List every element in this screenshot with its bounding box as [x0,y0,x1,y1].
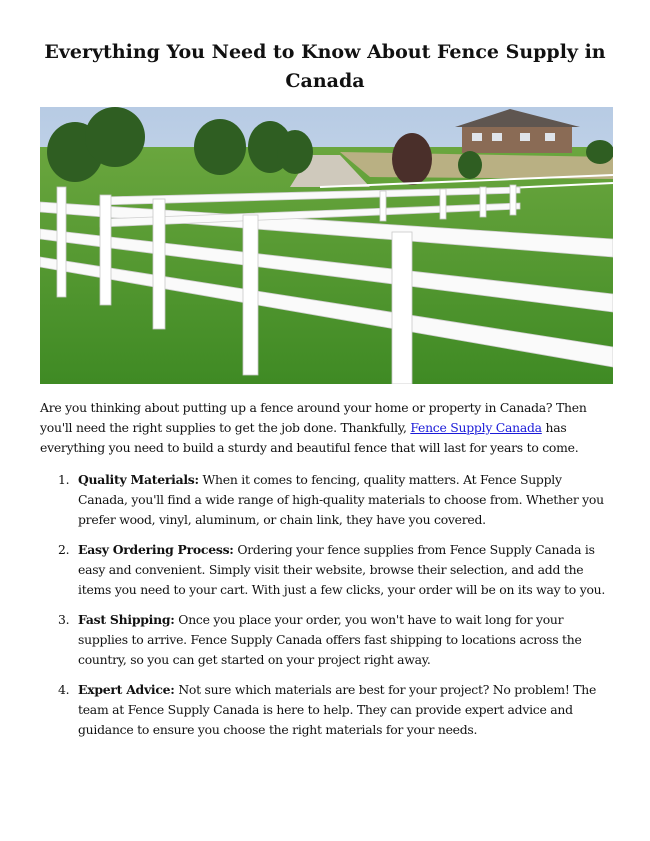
fence-photo-icon [40,107,613,384]
intro-text-after: has everything you need to build a sturdy and beautiful fence that will last for years to come. [40,420,579,455]
list-term: Easy Ordering Process: [78,542,234,557]
list-text: Ordering your fence supplies from Fence Supply Canada is easy and convenient. Simply visit their website, browse their selection, and add the items you need to your cart. With just a few clicks, your order will be on its way to you. [78,542,606,597]
list-term: Fast Shipping: [78,612,175,627]
list-text: When it comes to fencing, quality matters. At Fence Supply Canada, you'll find a wide range of high-quality materials to choose from. Whether you prefer wood, vinyl, aluminum, or chain link, they have you covered. [78,472,604,527]
list-item [40,610,612,670]
list-number: 1. [58,472,70,487]
list-number: 4. [58,682,70,697]
page-title: Everything You Need to Know About Fence Supply in Canada [44,41,606,92]
list-number: 3. [58,612,70,627]
list-number: 2. [58,542,70,557]
intro-text-before: Are you thinking about putting up a fence around your home or property in Canada? Then you'll need the right supplies to get the job done. Thankfully, [40,400,587,435]
fence-supply-canada-link[interactable]: Fence Supply Canada [410,420,542,435]
feature-list [40,470,612,750]
list-term: Expert Advice: [78,682,175,697]
list-item [40,680,612,740]
list-text: Not sure which materials are best for your project? No problem! The team at Fence Supply Canada is here to help. They can provide expert advice and guidance to ensure you choose the right materials for your needs. [78,682,597,737]
list-term: Quality Materials: [78,472,199,487]
list-item [40,470,612,530]
intro-paragraph [40,398,612,458]
list-item [40,540,612,600]
list-text: Once you place your order, you won't have to wait long for your supplies to arrive. Fence Supply Canada offers fast shipping to locations across the country, so you can get started on your project right away. [78,612,582,667]
